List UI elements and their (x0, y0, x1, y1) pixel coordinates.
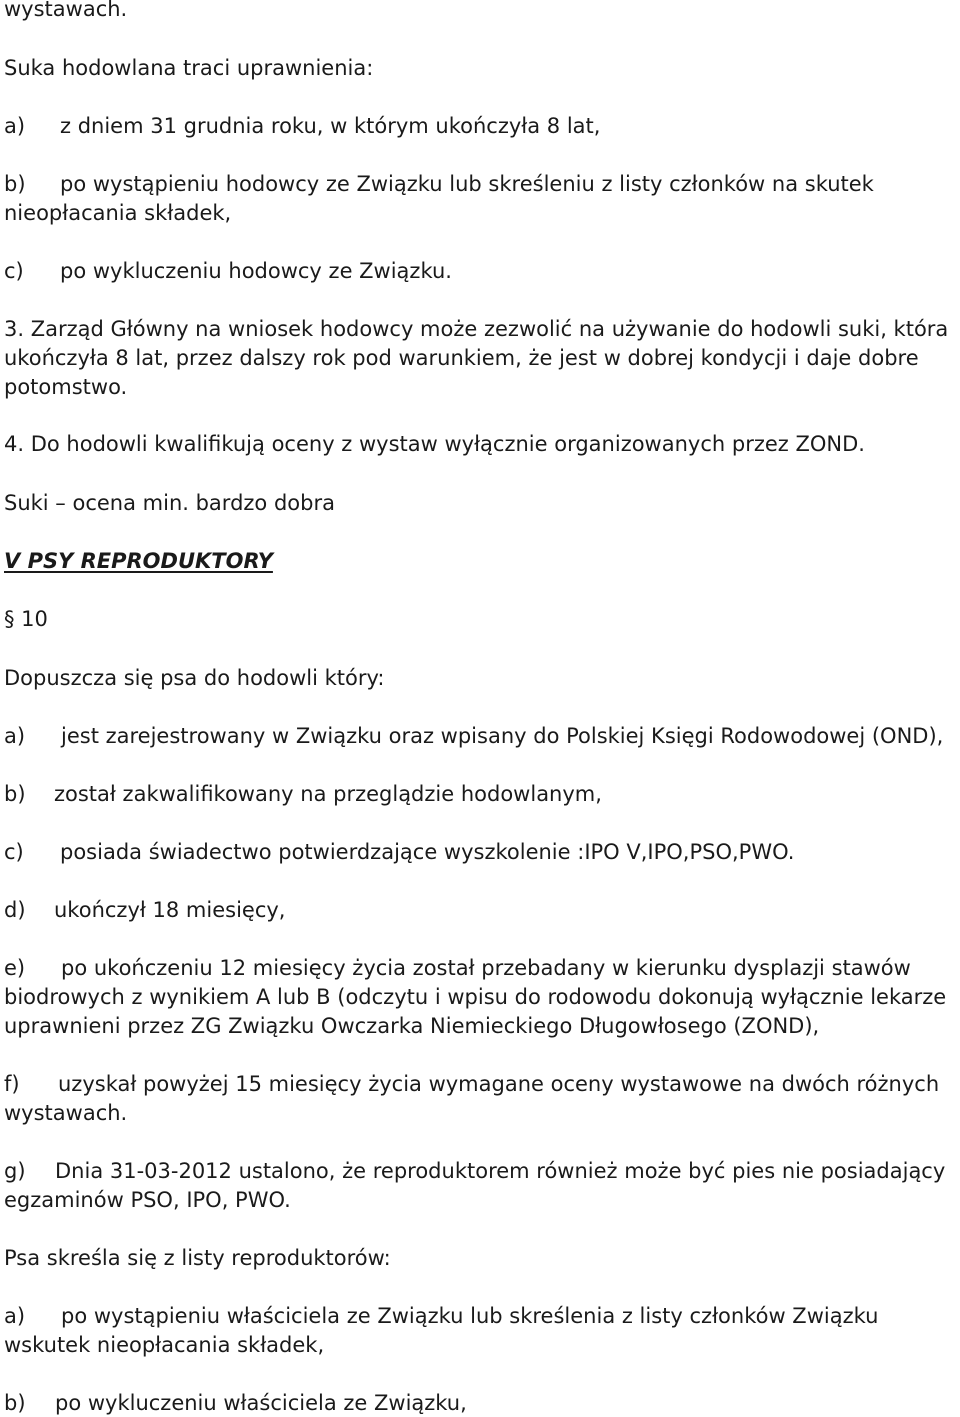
paragraph-number: § 10 (4, 607, 48, 631)
text-line: potomstwo. (4, 375, 128, 399)
text-line: 3. Zarząd Główny na wniosek hodowcy może zezwolić na używanie do hodowli suki, która (4, 317, 949, 341)
list-label: g) (4, 1159, 26, 1183)
list-item (4, 258, 956, 284)
text-line: wystawach. (4, 0, 128, 21)
list-text: uzyskał powyżej 15 miesięcy życia wymagane oceny wystawowe na dwóch różnych (58, 1072, 940, 1096)
list-item (4, 897, 956, 923)
section-heading: V PSY REPRODUKTORY (4, 549, 273, 573)
text-line: Dopuszcza się psa do hodowli który: (4, 666, 385, 690)
text-line: 4. Do hodowli kwalifikują oceny z wystaw wyłącznie organizowanych przez ZOND. (4, 432, 865, 456)
text-line: nieopłacania składek, (4, 201, 232, 225)
list-item (4, 723, 956, 749)
list-label: b) (4, 1391, 26, 1415)
text-line: Suka hodowlana traci uprawnienia: (4, 56, 374, 80)
list-item (4, 1071, 956, 1097)
list-item (4, 1390, 956, 1416)
list-item (4, 781, 956, 807)
list-text: po wykluczeniu właściciela ze Związku, (55, 1391, 467, 1415)
list-label: a) (4, 724, 26, 748)
text-line: Psa skreśla się z listy reproduktorów: (4, 1246, 391, 1270)
text-line: uprawnieni przez ZG Związku Owczarka Niemieckiego Długowłosego (ZOND), (4, 1014, 820, 1038)
list-item (4, 955, 956, 981)
list-text: jest zarejestrowany w Związku oraz wpisany do Polskiej Księgi Rodowodowej (OND), (61, 724, 944, 748)
list-text: został zakwalifikowany na przeglądzie hodowlanym, (54, 782, 602, 806)
list-item (4, 839, 956, 865)
list-label: e) (4, 956, 26, 980)
list-text: z dniem 31 grudnia roku, w którym ukończyła 8 lat, (60, 114, 601, 138)
list-text: posiada świadectwo potwierdzające wyszkolenie :IPO V,IPO,PSO,PWO. (60, 840, 795, 864)
list-item (4, 171, 956, 197)
list-text: ukończył 18 miesięcy, (54, 898, 286, 922)
text-line: ukończyła 8 lat, przez dalszy rok pod warunkiem, że jest w dobrej kondycji i daje dobre (4, 346, 919, 370)
list-text: po wystąpieniu właściciela ze Związku lub skreślenia z listy członków Związku (61, 1304, 879, 1328)
text-line: biodrowych z wynikiem A lub B (odczytu i wpisu do rodowodu dokonują wyłącznie lekarze (4, 985, 947, 1009)
list-text: Dnia 31-03-2012 ustalono, że reproduktorem również może być pies nie posiadający (55, 1159, 946, 1183)
list-label: c) (4, 840, 24, 864)
text-line: wystawach. (4, 1101, 128, 1125)
list-text: po wystąpieniu hodowcy ze Związku lub skreśleniu z listy członków na skutek (60, 172, 874, 196)
text-line: Suki – ocena min. bardzo dobra (4, 491, 335, 515)
list-label: d) (4, 898, 26, 922)
list-item (4, 1158, 956, 1184)
list-item (4, 1303, 956, 1329)
list-label: a) (4, 1304, 26, 1328)
list-label: a) (4, 114, 26, 138)
text-line: egzaminów PSO, IPO, PWO. (4, 1188, 291, 1212)
list-text: po ukończeniu 12 miesięcy życia został przebadany w kierunku dysplazji stawów (61, 956, 911, 980)
list-text: po wykluczeniu hodowcy ze Związku. (60, 259, 452, 283)
list-item (4, 113, 956, 139)
list-label: b) (4, 782, 26, 806)
list-label: f) (4, 1072, 20, 1096)
text-line: wskutek nieopłacania składek, (4, 1333, 325, 1357)
list-label: c) (4, 259, 24, 283)
list-label: b) (4, 172, 26, 196)
